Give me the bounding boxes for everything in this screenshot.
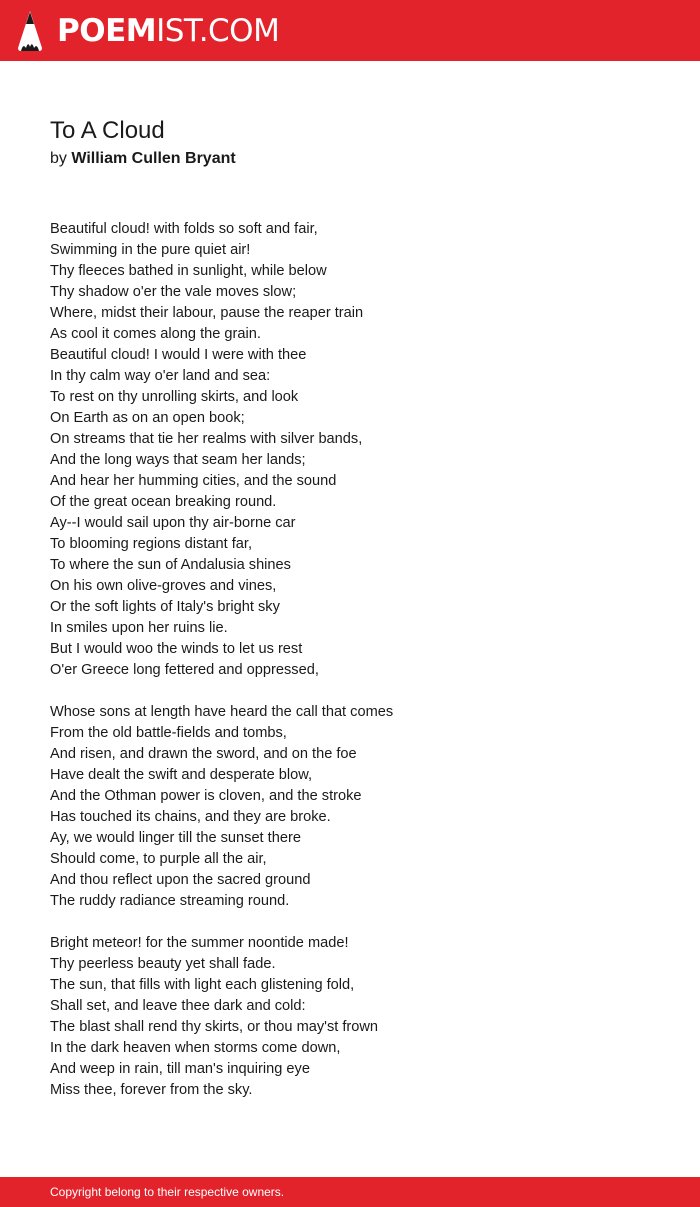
poem-line: To where the sun of Andalusia shines (50, 557, 291, 573)
poem-line: Thy fleeces bathed in sunlight, while below (50, 263, 327, 279)
poem-line: Ay, we would linger till the sunset there (50, 830, 301, 846)
poem-line: And thou reflect upon the sacred ground (50, 872, 311, 888)
pencil-tip-icon (17, 10, 43, 52)
poem-line: Ay--I would sail upon thy air-borne car (50, 515, 296, 531)
brand-name-light: IST.COM (156, 13, 280, 49)
poem-line: Thy peerless beauty yet shall fade. (50, 956, 276, 972)
poem-stanza (50, 933, 650, 1101)
poem-stanza (50, 219, 650, 681)
brand-name-bold: POEM (57, 13, 157, 49)
poem-line: From the old battle-fields and tombs, (50, 725, 287, 741)
poem-line: Thy shadow o'er the vale moves slow; (50, 284, 297, 300)
poem-title: To A Cloud (50, 117, 165, 144)
poem-line: The sun, that fills with light each glistening fold, (50, 977, 355, 993)
poem-line: Should come, to purple all the air, (50, 851, 267, 867)
poem-line: The blast shall rend thy skirts, or thou may'st frown (50, 1019, 379, 1035)
poem-stanza (50, 702, 650, 912)
poem-line: O'er Greece long fettered and oppressed, (50, 662, 319, 678)
poem-line: In smiles upon her ruins lie. (50, 620, 228, 636)
poem-line: And hear her humming cities, and the sound (50, 473, 337, 489)
poem-line: Shall set, and leave thee dark and cold: (50, 998, 306, 1014)
poem-line: Whose sons at length have heard the call that comes (50, 704, 394, 720)
poem-line: And weep in rain, till man's inquiring eye (50, 1061, 310, 1077)
copyright-notice: Copyright belong to their respective owners. (50, 1185, 285, 1199)
poem-line: And risen, and drawn the sword, and on the foe (50, 746, 357, 762)
poem-line: To rest on thy unrolling skirts, and look (50, 389, 299, 405)
poem-line: In the dark heaven when storms come down, (50, 1040, 341, 1056)
site-logo[interactable] (17, 9, 279, 53)
by-label: by (50, 150, 67, 167)
poem-line: And the Othman power is cloven, and the stroke (50, 788, 362, 804)
poem-line: Miss thee, forever from the sky. (50, 1082, 253, 1098)
poem-body (50, 219, 650, 1101)
poem-line: Swimming in the pure quiet air! (50, 242, 251, 258)
poem-line: The ruddy radiance streaming round. (50, 893, 290, 909)
poem-byline (50, 148, 236, 170)
poem-line: But I would woo the winds to let us rest (50, 641, 303, 657)
poem-line: Has touched its chains, and they are broke. (50, 809, 331, 825)
poem-line: To blooming regions distant far, (50, 536, 252, 552)
site-header (0, 0, 700, 61)
poem-line: Beautiful cloud! I would I were with thee (50, 347, 307, 363)
poem-line: Bright meteor! for the summer noontide made! (50, 935, 349, 951)
poem-line: On his own olive-groves and vines, (50, 578, 277, 594)
poem-line: Beautiful cloud! with folds so soft and fair, (50, 221, 318, 237)
poem-line: On Earth as on an open book; (50, 410, 245, 426)
poem-line: As cool it comes along the grain. (50, 326, 261, 342)
poem-line: And the long ways that seam her lands; (50, 452, 306, 468)
poem-line: On streams that tie her realms with silver bands, (50, 431, 363, 447)
stanza-break (50, 912, 650, 933)
site-footer (0, 1177, 700, 1207)
brand-name (57, 9, 279, 53)
poem-line: Of the great ocean breaking round. (50, 494, 277, 510)
poem-line: In thy calm way o'er land and sea: (50, 368, 271, 384)
poem-line: Where, midst their labour, pause the reaper train (50, 305, 364, 321)
poem-author: William Cullen Bryant (71, 150, 236, 167)
stanza-break (50, 681, 650, 702)
poem-line: Have dealt the swift and desperate blow, (50, 767, 313, 783)
poem-line: Or the soft lights of Italy's bright sky (50, 599, 280, 615)
